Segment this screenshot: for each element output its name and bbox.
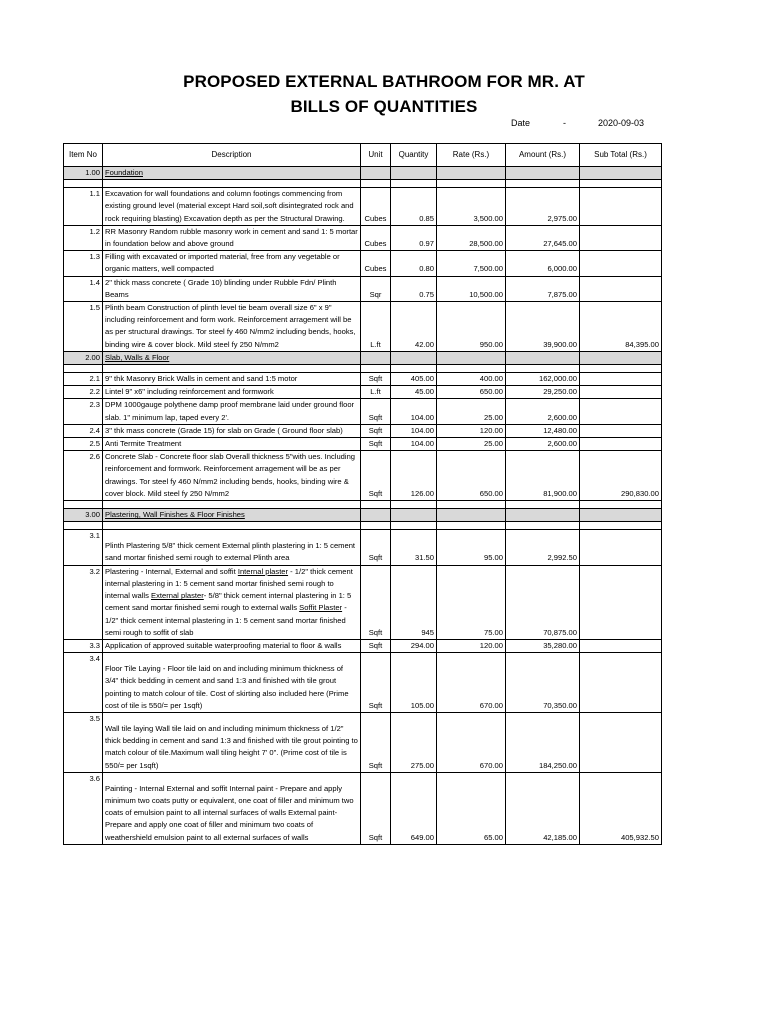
item-quantity: 104.00 [391,438,437,451]
item-rate: 10,500.00 [437,276,506,301]
item-no: 2.6 [64,451,103,501]
item-amount: 2,600.00 [506,399,580,424]
item-subtotal [580,530,662,565]
item-amount: 12,480.00 [506,424,580,437]
item-no: 2.4 [64,424,103,437]
item-no: 3.4 [64,653,103,713]
item-unit: Cubes [361,225,391,250]
item-unit: Sqft [361,399,391,424]
item-description: Plastering - Internal, External and soffit Internal plaster - 1/2" thick cement internal plastering in 1: 5 cement sand mortar finished semi rough to internal walls External plaster- 5/8" thick cement internal plastering in 1: 5 cement sand mortar finished semi rough to external walls Soffit Plaster - 1/2" thick cement internal plastering in 1: 5 cement sand mortar finished semi rough to soffit of slab [103,565,361,639]
item-quantity: 0.85 [391,188,437,226]
item-unit: Sqft [361,373,391,386]
item-description: Concrete Slab - Concrete floor slab Overall thickness 5"with ues. Including reinforcement and formwork. Reinforcement arragement will be as per drawings. Tor steel fy 460 N/mm2 including bends, hooks, binding wire & cover block. Mild steel fy 250 N/mm2 [103,451,361,501]
item-no: 3.2 [64,565,103,639]
item-description: Plinth beam Construction of plinth level tie beam overall size 6" x 9" including reinforcement and form work. Reinforcement arragement will be as per structural drawings. Tor steel fy 460 N/mm2 including bends, hooks, binding wire & cover block. Mild steel fy 250 N/mm2 [103,302,361,352]
item-no: 2.1 [64,373,103,386]
item-amount: 2,975.00 [506,188,580,226]
document-title: PROPOSED EXTERNAL BATHROOM FOR MR. AT [183,72,585,91]
item-no: 1.1 [64,188,103,226]
section-no: 2.00 [64,351,103,364]
item-subtotal [580,251,662,276]
item-quantity: 649.00 [391,772,437,844]
item-amount: 27,645.00 [506,225,580,250]
item-amount: 184,250.00 [506,712,580,772]
item-quantity: 405.00 [391,373,437,386]
table-row [64,386,662,399]
item-subtotal: 84,395.00 [580,302,662,352]
item-rate: 75.00 [437,565,506,639]
section-title: Plastering, Wall Finishes & Floor Finishes [105,510,245,520]
item-rate: 65.00 [437,772,506,844]
item-quantity: 104.00 [391,424,437,437]
item-unit: Cubes [361,251,391,276]
item-no: 2.2 [64,386,103,399]
item-unit: Sqft [361,653,391,713]
item-unit: Sqft [361,639,391,652]
item-subtotal [580,424,662,437]
header-description: Description [103,144,361,167]
item-quantity: 0.80 [391,251,437,276]
item-amount: 70,875.00 [506,565,580,639]
item-no: 1.3 [64,251,103,276]
item-quantity: 31.50 [391,530,437,565]
table-row [64,565,662,639]
item-quantity: 104.00 [391,399,437,424]
header-rate: Rate (Rs.) [437,144,506,167]
table-row [64,712,662,772]
header-quantity: Quantity [391,144,437,167]
item-subtotal [580,565,662,639]
item-subtotal [580,438,662,451]
item-unit: Sqft [361,530,391,565]
item-rate: 400.00 [437,373,506,386]
item-subtotal [580,653,662,713]
header-unit: Unit [361,144,391,167]
item-rate: 670.00 [437,653,506,713]
item-amount: 35,280.00 [506,639,580,652]
table-row [64,438,662,451]
item-unit: L.ft [361,302,391,352]
item-no: 3.1 [64,530,103,565]
item-rate: 120.00 [437,639,506,652]
item-amount: 81,900.00 [506,451,580,501]
section-row [64,351,662,364]
item-amount: 162,000.00 [506,373,580,386]
item-no: 3.3 [64,639,103,652]
item-subtotal [580,373,662,386]
item-quantity: 294.00 [391,639,437,652]
item-rate: 25.00 [437,438,506,451]
header-row [64,144,662,167]
item-subtotal [580,386,662,399]
item-quantity: 945 [391,565,437,639]
table-row [64,399,662,424]
item-description: Application of approved suitable waterproofing material to floor & walls [103,639,361,652]
item-subtotal [580,188,662,226]
item-quantity: 126.00 [391,451,437,501]
item-subtotal [580,276,662,301]
item-unit: Sqft [361,565,391,639]
item-no: 1.4 [64,276,103,301]
item-subtotal [580,225,662,250]
item-no: 3.6 [64,772,103,844]
item-amount: 2,992.50 [506,530,580,565]
table-row [64,530,662,565]
item-unit: Sqft [361,424,391,437]
item-quantity: 45.00 [391,386,437,399]
item-unit: Cubes [361,188,391,226]
table-row [64,653,662,713]
item-rate: 670.00 [437,712,506,772]
item-description: Painting - Internal External and soffit Internal paint - Prepare and apply minimum two coats putty or equivalent, one coat of filler and minimum two coats of emulsion paint to all internal surfaces of walls External paint- Prepare and apply one coat of filler and minimum two coats of weathershield emulsion paint to all external surfaces of walls [103,772,361,844]
item-unit: L.ft [361,386,391,399]
item-description: 9" thk Masonry Brick Walls in cement and sand 1:5 motor [103,373,361,386]
item-description: Excavation for wall foundations and column footings commencing from existing ground level (material except Hard soil,soft disintegrated rock and rock requiring blasting) Excavation depth as per the Structural Drawing. [103,188,361,226]
item-no: 2.3 [64,399,103,424]
table-row [64,188,662,226]
table-row [64,639,662,652]
date-value: 2020-09-03 [598,118,645,128]
item-rate: 95.00 [437,530,506,565]
table-row [64,772,662,844]
header-subtotal: Sub Total (Rs.) [580,144,662,167]
item-amount: 7,875.00 [506,276,580,301]
item-description: Filling with excavated or imported material, free from any vegetable or organic matters, well compacted [103,251,361,276]
item-rate: 650.00 [437,386,506,399]
item-no: 3.5 [64,712,103,772]
document-subtitle: BILLS OF QUANTITIES [290,97,478,116]
item-subtotal: 290,830.00 [580,451,662,501]
header-item-no: Item No [64,144,103,167]
item-rate: 28,500.00 [437,225,506,250]
item-subtotal: 405,932.50 [580,772,662,844]
table-row [64,276,662,301]
table-row [64,424,662,437]
table-row [64,451,662,501]
table-row [64,302,662,352]
table-row [64,251,662,276]
section-row [64,509,662,522]
section-no: 3.00 [64,509,103,522]
item-rate: 3,500.00 [437,188,506,226]
item-amount: 29,250.00 [506,386,580,399]
item-description: Plinth Plastering 5/8" thick cement External plinth plastering in 1: 5 cement sand mortar finished semi rough to external Plinth area [103,530,361,565]
section-title: Foundation [105,168,143,177]
date-label: Date [511,118,531,128]
item-unit: Sqft [361,712,391,772]
item-amount: 42,185.00 [506,772,580,844]
item-quantity: 105.00 [391,653,437,713]
item-subtotal [580,399,662,424]
item-description: Anti Termite Treatment [103,438,361,451]
table-row [64,373,662,386]
item-subtotal [580,639,662,652]
item-rate: 7,500.00 [437,251,506,276]
item-description: RR Masonry Random rubble masonry work in cement and sand 1: 5 mortar in foundation below and above ground [103,225,361,250]
item-description: 3" thk mass concrete (Grade 15) for slab on Grade ( Ground floor slab) [103,424,361,437]
item-amount: 6,000.00 [506,251,580,276]
date-separator: - [563,118,566,128]
item-description: Wall tile laying Wall tile laid on and including minimum thickness of 1/2" thick bedding in cement and sand 1:3 and finished with tile grout pointing to match colour of tile.Maximum wall tiling height 7' 0". (Prime cost of tile is 550/= per 1sqft) [103,712,361,772]
section-title: Slab, Walls & Floor [105,352,170,362]
item-no: 1.5 [64,302,103,352]
item-description: Floor Tile Laying - Floor tile laid on and including minimum thickness of 3/4" thick bedding in cement and sand 1:3 and finished with tile grout pointing to match colour of tile. Cost of skirting also included here (Prime cost of tile is 550/= per 1sqft) [103,653,361,713]
item-amount: 39,900.00 [506,302,580,352]
item-subtotal [580,712,662,772]
item-no: 2.5 [64,438,103,451]
item-quantity: 275.00 [391,712,437,772]
item-no: 1.2 [64,225,103,250]
item-unit: Sqft [361,451,391,501]
item-description: 2" thick mass concrete ( Grade 10) blinding under Rubble Fdn/ Plinth Beams [103,276,361,301]
item-quantity: 42.00 [391,302,437,352]
item-unit: Sqr [361,276,391,301]
item-quantity: 0.75 [391,276,437,301]
section-no: 1.00 [64,167,103,180]
item-description: DPM 1000gauge polythene damp proof membrane laid under ground floor slab. 1" minimum lap, taped every 2'. [103,399,361,424]
item-rate: 25.00 [437,399,506,424]
item-description: Lintel 9" x6" including reinforcement and formwork [103,386,361,399]
header-amount: Amount (Rs.) [506,144,580,167]
item-rate: 950.00 [437,302,506,352]
item-unit: Sqft [361,772,391,844]
item-quantity: 0.97 [391,225,437,250]
item-rate: 120.00 [437,424,506,437]
item-unit: Sqft [361,438,391,451]
boq-table [63,143,662,845]
item-rate: 650.00 [437,451,506,501]
item-amount: 70,350.00 [506,653,580,713]
item-amount: 2,600.00 [506,438,580,451]
table-row [64,225,662,250]
section-row [64,167,662,180]
